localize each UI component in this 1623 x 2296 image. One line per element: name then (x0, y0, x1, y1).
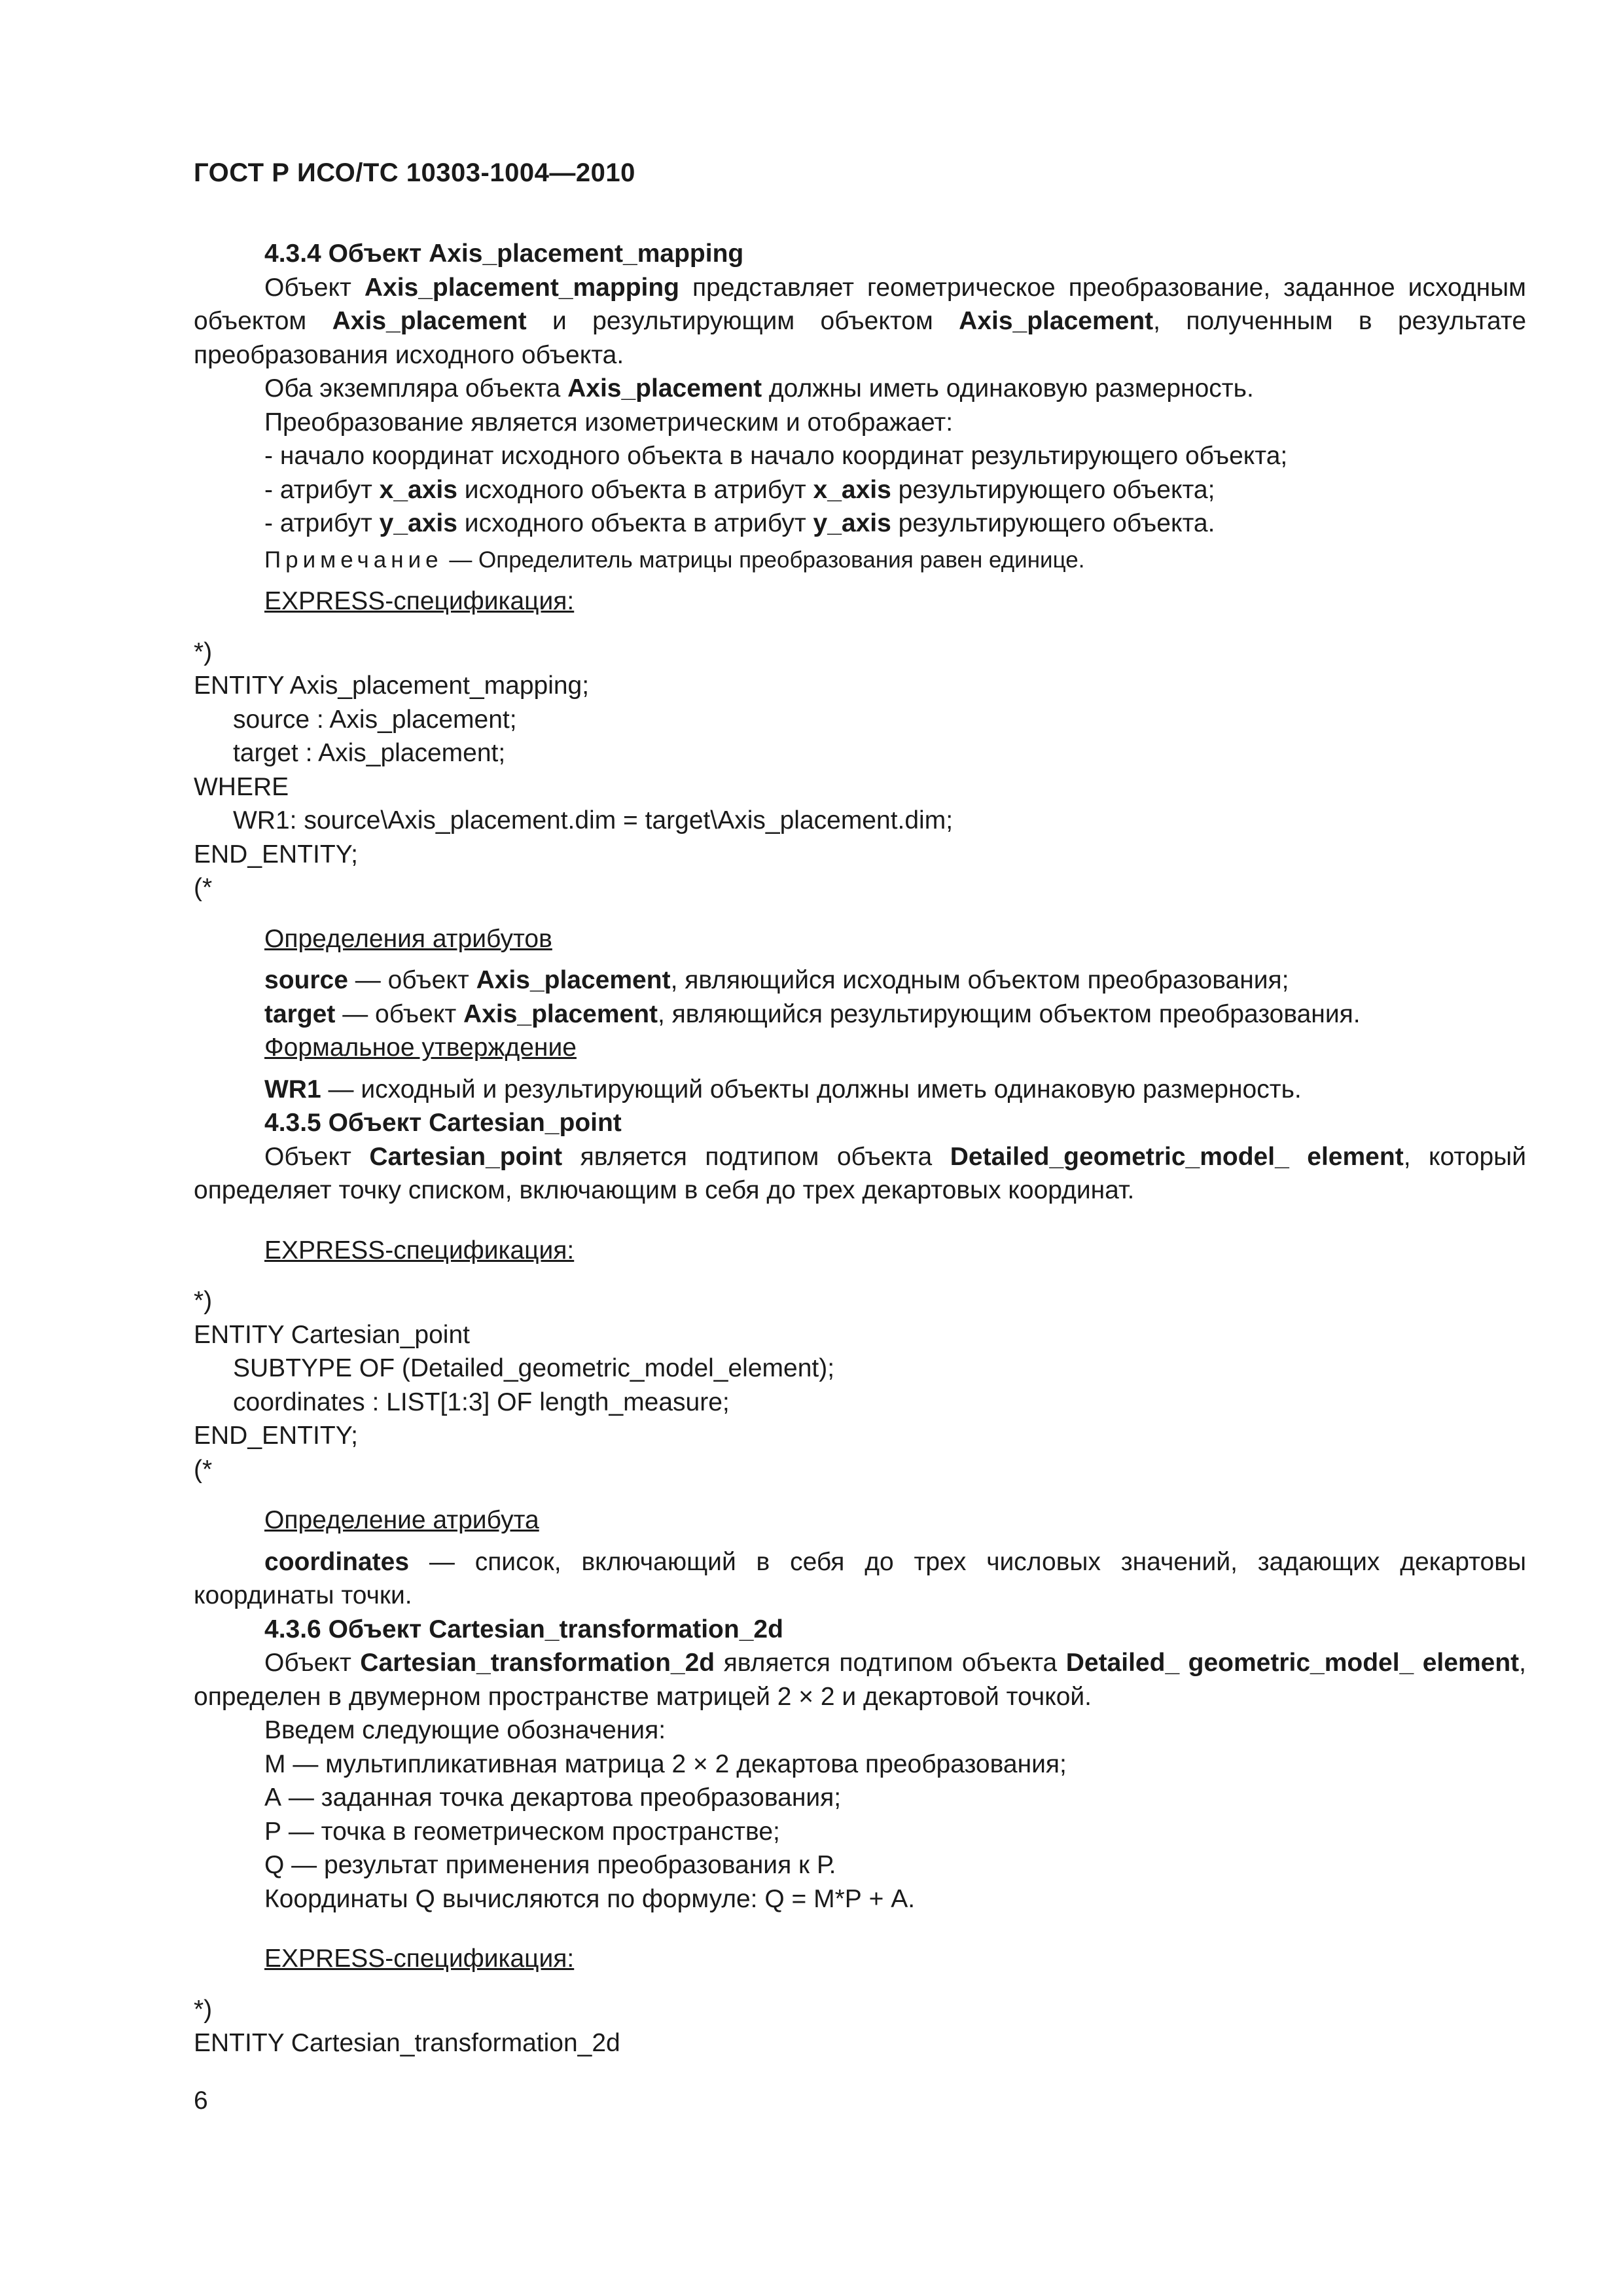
formal-statement-title: Формальное утверждение (264, 1033, 577, 1062)
express-spec-label: EXPRESS-спецификация: (264, 1945, 575, 1973)
attribute-definition: source — объект Axis_placement, являющийся исходным объектом преобразования; (264, 966, 1289, 994)
attribute-definition: coordinates — список, включающий в себя до трех числовых значений, задающих декартовы координаты точки. (194, 1547, 1526, 1609)
list-item: М — мультипликативная матрица 2 × 2 декартова преобразования; (264, 1749, 1067, 1778)
paragraph: Объект Cartesian_point является подтипом объекта Detailed_geometric_model_ element, который определяет точку списком, включающим в себя до трех декартовых координат. (194, 1142, 1526, 1204)
formal-statement: WR1 — исходный и результирующий объекты должны иметь одинаковую размерность. (264, 1075, 1302, 1103)
paragraph: Объект Axis_placement_mapping представляет геометрическое преобразование, заданное исходным объектом Axis_placement и результирующим объектом Axis_placement, полученным в результате преобразования исходного объекта. (194, 273, 1527, 369)
attribute-title: Определение атрибута (264, 1506, 539, 1534)
list-item: - атрибут x_axis исходного объекта в атрибут x_axis результирующего объекта; (264, 475, 1215, 504)
list-item: - начало координат исходного объекта в начало координат результирующего объекта; (264, 442, 1288, 470)
note: Примечание — Определитель матрицы преобразования равен единице. (264, 547, 1085, 573)
paragraph: Координаты Q вычисляются по формуле: Q = М*Р + А. (264, 1884, 916, 1913)
attribute-definition: target — объект Axis_placement, являющийся результирующим объектом преобразования. (264, 999, 1361, 1028)
paragraph: Введем следующие обозначения: (264, 1716, 666, 1744)
section-heading-4-3-5: 4.3.5 Объект Cartesian_point (264, 1109, 622, 1137)
express-code-block: *) ENTITY Axis_placement_mapping; source : Axis_placement; target : Axis_placement; WHERE WR1: source\Axis_placement.dim = target\Axis_placement.dim; END_ENTITY; (* (194, 637, 954, 902)
list-item: - атрибут y_axis исходного объекта в атрибут y_axis результирующего объекта. (264, 509, 1215, 537)
attributes-title: Определения атрибутов (264, 924, 552, 953)
section-heading-4-3-4: 4.3.4 Объект Axis_placement_mapping (264, 240, 744, 268)
paragraph: Оба экземпляра объекта Axis_placement должны иметь одинаковую размерность. (264, 374, 1254, 403)
paragraph: Объект Cartesian_transformation_2d является подтипом объекта Detailed_ geometric_model_ element, определен в двумерном пространстве матрицей 2 × 2 и декартовой точкой. (194, 1649, 1526, 1711)
list-item: Р — точка в геометрическом пространстве; (264, 1817, 780, 1846)
page-content (194, 237, 1526, 2060)
list-item: А — заданная точка декартова преобразования; (264, 1784, 842, 1812)
express-spec-label: EXPRESS-спецификация: (264, 1236, 575, 1265)
express-spec-label: EXPRESS-спецификация: (264, 587, 575, 615)
standard-header: ГОСТ Р ИСО/ТС 10303-1004—2010 (194, 158, 635, 187)
express-code-block: *) ENTITY Cartesian_point SUBTYPE OF (Detailed_geometric_model_element); coordinates : LIST[1:3] OF length_measure; END_ENTITY; (* (194, 1287, 835, 1484)
list-item: Q — результат применения преобразования к Р. (264, 1851, 836, 1879)
section-heading-4-3-6: 4.3.6 Объект Cartesian_transformation_2d (264, 1615, 783, 1643)
paragraph: Преобразование является изометрическим и отображает: (264, 408, 954, 437)
express-code-block: *) ENTITY Cartesian_transformation_2d (194, 1995, 620, 2057)
page-number: 6 (194, 2087, 208, 2115)
